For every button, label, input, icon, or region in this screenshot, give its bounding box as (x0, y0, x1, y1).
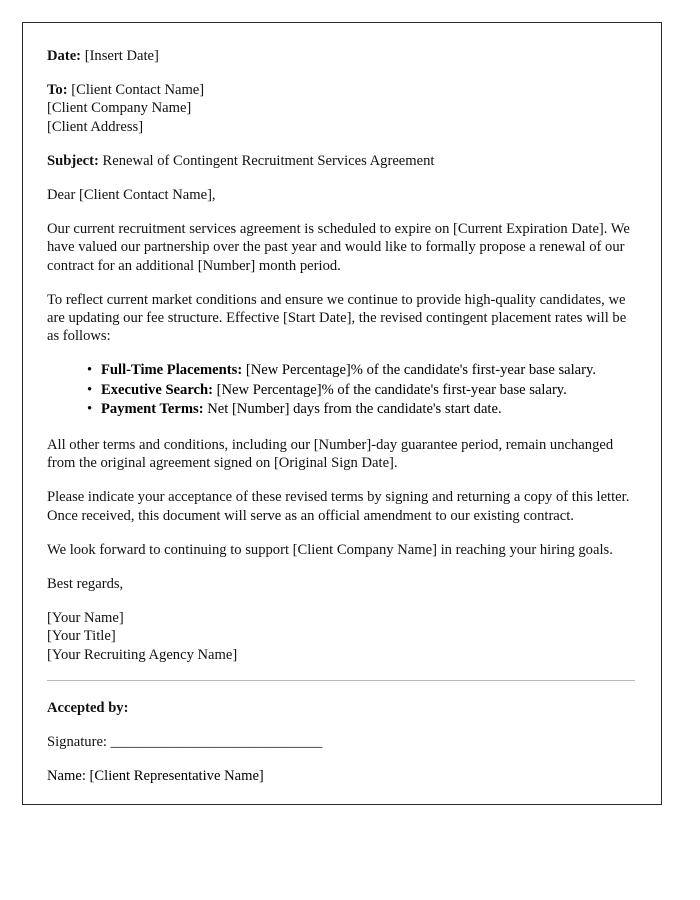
recipient-contact-row (47, 81, 635, 99)
date-row (47, 47, 635, 65)
rate-term: Full-Time Placements: (101, 362, 243, 379)
date-value: [Insert Date] (84, 48, 159, 64)
list-item (87, 381, 635, 401)
acceptance-name-row (47, 767, 635, 785)
acceptance-name-line: Name: [Client Representative Name] (47, 768, 264, 785)
acceptance-heading (47, 699, 635, 717)
signer-name: [Your Name] (47, 610, 124, 627)
recipient-label: To: (47, 82, 68, 99)
signature-row (47, 733, 635, 751)
signature-block (47, 609, 635, 664)
date-block (47, 47, 635, 65)
signer-title: [Your Title] (47, 628, 116, 645)
rate-description: Net [Number] days from the candidate's start date. (207, 401, 502, 418)
subject-row (47, 152, 635, 170)
paragraph-closing-statement: We look forward to continuing to support [Client Company Name] in reaching your hiring goals. (47, 541, 613, 558)
signer-agency: [Your Recruiting Agency Name] (47, 646, 238, 663)
recipient-address: [Client Address] (47, 118, 144, 135)
paragraph-intro: Our current recruitment services agreement is scheduled to expire on [Current Expiration Date]. We have valued our partnership over the past year and would like to formally propose a renewal of our contract for an additional [Number] month period. (47, 221, 630, 274)
salutation: Dear [Client Contact Name], (47, 187, 216, 204)
rate-description: [New Percentage]% of the candidate's first-year base salary. (245, 362, 596, 379)
list-item (87, 361, 635, 381)
acceptance-heading-block (47, 699, 635, 717)
section-divider (47, 680, 635, 681)
date-label: Date: (47, 48, 82, 64)
list-item (87, 400, 635, 420)
subject-label: Subject: (47, 152, 99, 169)
signature-field-block (47, 733, 635, 751)
subject-block (47, 152, 635, 170)
rate-term: Executive Search: (101, 381, 213, 398)
recipient-block (47, 81, 635, 136)
paragraph-fee-structure: To reflect current market conditions and ensure we continue to provide high-quality candidates, we are updating our fee structure. Effective [Start Date], the revised contingent placement rates will be as follows: (47, 291, 627, 345)
signoff-closing: Best regards, (47, 575, 124, 592)
letter-page (22, 22, 662, 805)
signature-input-line[interactable]: _____________________________ (110, 733, 323, 750)
acceptance-heading-text: Accepted by: (47, 699, 129, 716)
paragraph-other-terms: All other terms and conditions, including our [Number]-day guarantee period, remain unchanged from the original agreement signed on [Original Sign Date]. (47, 436, 614, 472)
rate-list (47, 361, 635, 420)
recipient-company-name: [Client Company Name] (47, 100, 192, 117)
rate-term: Payment Terms: (101, 401, 204, 418)
recipient-contact-name: [Client Contact Name] (71, 82, 205, 99)
subject-value: Renewal of Contingent Recruitment Services Agreement (102, 152, 435, 169)
paragraph-acceptance-request: Please indicate your acceptance of these revised terms by signing and returning a copy of this letter. Once received, this document will serve as an official amendment to our existing contract. (47, 489, 630, 524)
letter-content (23, 23, 661, 785)
signature-label: Signature: (47, 733, 107, 750)
rate-description: [New Percentage]% of the candidate's first-year base salary. (216, 381, 567, 398)
